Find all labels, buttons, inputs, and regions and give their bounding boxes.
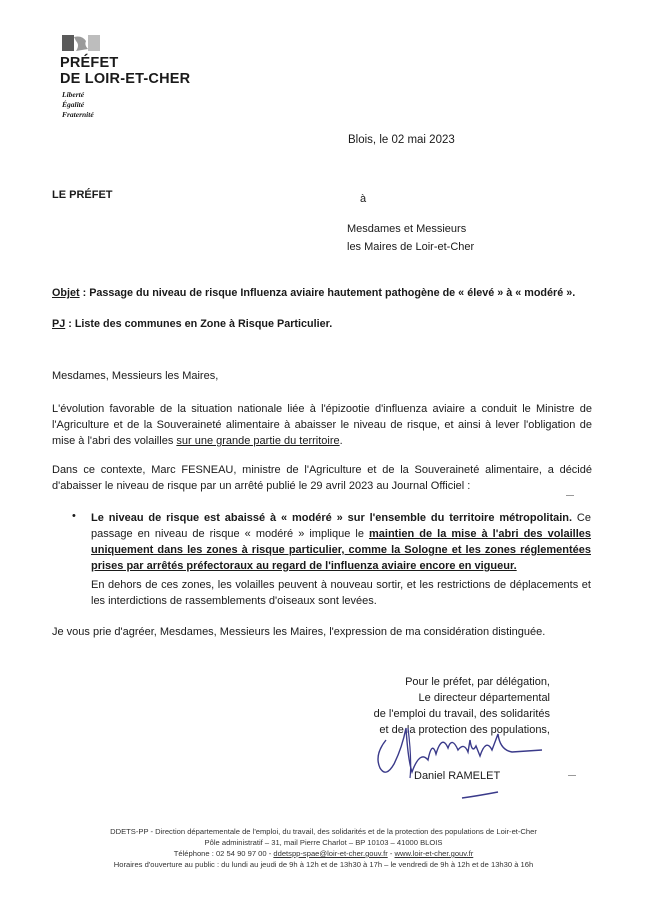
footer-line-4: Horaires d'ouverture au public : du lundi au jeudi de 9h à 12h et de 13h30 à 17h – le vendredi de 9h à 12h et de 13h30 à 16h (113, 860, 534, 869)
motto-fraternite: Fraternité (62, 110, 94, 119)
bullet-paragraph-2: En dehors de ces zones, les volailles peuvent à nouveau sortir, et les restrictions de déplacements et les interdictions de rassemblements d'oiseaux sont levées. (91, 579, 591, 607)
signature-line-4: et de la protection des populations, (379, 724, 550, 736)
motto-liberte: Liberté (62, 90, 85, 99)
footer-phone: Téléphone : 02 54 90 97 00 - (173, 849, 274, 858)
prefecture-name-line1: PRÉFET (60, 55, 119, 71)
bullet-paragraph-1 (91, 510, 591, 574)
paragraph-1-end: . (339, 435, 343, 447)
letter-date: Blois, le 02 mai 2023 (348, 134, 455, 146)
bullet-icon: • (72, 510, 76, 522)
subject-label: Objet (52, 287, 80, 299)
subject-line (52, 287, 575, 299)
salutation: Mesdames, Messieurs les Maires, (52, 370, 219, 382)
subject-text: : Passage du niveau de risque Influenza aviaire hautement pathogène de « élevé » à « modéré ». (79, 287, 576, 299)
footer-line-3 (20, 848, 627, 859)
recipient-line1: Mesdames et Messieurs (347, 223, 467, 235)
paragraph-1-text: L'évolution favorable de la situation nationale liée à l'épizootie d'influenza aviaire a conduit le Ministre de l'Agriculture et de la Souveraineté alimentaire à abaisser le niveau de risque, et ainsi à lever l'obligation de mise à l'abri des volailles (52, 403, 592, 447)
margin-mark-2 (568, 775, 576, 776)
signature-line-3: de l'emploi du travail, des solidarités (373, 708, 550, 720)
signature-line-1: Pour le préfet, par délégation, (405, 676, 550, 688)
motto-egalite: Égalité (62, 100, 85, 109)
paragraph-1-underlined: sur une grande partie du territoire (176, 435, 340, 447)
paragraph-2: Dans ce contexte, Marc FESNEAU, ministre de l'Agriculture et de la Souveraineté alimentaire, a décidé d'abaisser le niveau de risque par un arrêté publié le 29 avril 2023 au Journal Officiel : (52, 464, 592, 492)
signature-line-2: Le directeur départemental (418, 692, 550, 704)
attachment-label: PJ (52, 318, 66, 330)
closing-formula: Je vous prie d'agréer, Mesdames, Messieurs les Maires, l'expression de ma considération distinguée. (52, 626, 546, 638)
footer-email-link[interactable]: ddetspp-spae@loir-et-cher.gouv.fr (273, 849, 388, 858)
margin-mark (566, 495, 574, 496)
attachment-text: : Liste des communes en Zone à Risque Particulier. (65, 318, 333, 330)
sender: LE PRÉFET (52, 189, 113, 201)
signatory-name: Daniel RAMELET (414, 770, 501, 782)
recipient-line2: les Maires de Loir-et-Cher (347, 241, 475, 253)
bullet-middle: Ce passage en niveau de risque « modéré » implique le (91, 512, 591, 540)
prefecture-name-line2: DE LOIR-ET-CHER (60, 71, 191, 87)
footer-line-1: DDETS-PP - Direction départementale de l'emploi, du travail, des solidarités et de la protection des populations de Loir-et-Cher (110, 827, 537, 836)
paragraph-1 (52, 401, 592, 449)
bullet-bold-start: Le niveau de risque est abaissé à « modéré » sur l'ensemble du territoire métropolitain. (91, 512, 573, 524)
handwritten-signature (372, 720, 562, 815)
bullet-bold-underlined: maintien de la mise à l'abri des volailles uniquement dans les zones à risque particulier, comme la Sologne et les zones réglementées prises par arrêtés préfectoraux au regard de l'influenza aviaire encore en vigueur. (91, 528, 591, 572)
attachment-line (52, 318, 332, 330)
footer-line-2: Pôle administratif – 31, mail Pierre Charlot – BP 10103 – 41000 BLOIS (204, 838, 443, 847)
marianne-logo-icon (62, 35, 100, 51)
footer-separator: - (387, 849, 395, 858)
to-word: à (360, 193, 367, 205)
footer-website-link[interactable]: www.loir-et-cher.gouv.fr (394, 849, 474, 858)
